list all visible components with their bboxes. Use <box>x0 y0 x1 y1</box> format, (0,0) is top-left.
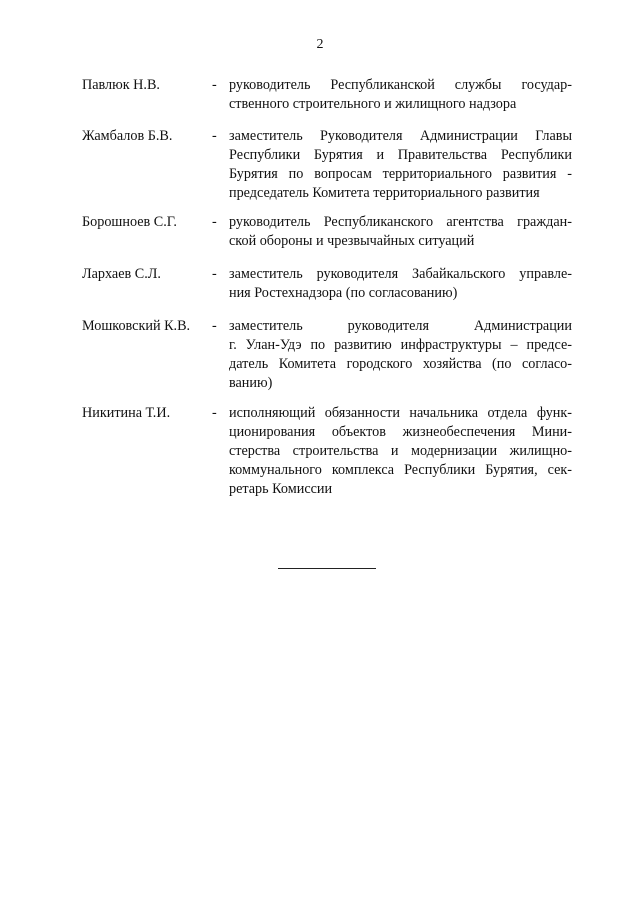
member-dash: - <box>212 77 217 93</box>
closing-divider <box>278 568 376 569</box>
member-name: Павлюк Н.В. <box>82 77 160 93</box>
member-role <box>229 265 572 303</box>
role-line: датель Комитета городского хозяйства (по согласо- <box>229 356 572 372</box>
member-dash: - <box>212 318 217 334</box>
member-role <box>229 404 572 499</box>
member-role <box>229 76 572 114</box>
member-dash: - <box>212 214 217 230</box>
member-name: Никитина Т.И. <box>82 405 171 421</box>
role-line: заместитель руководителя Забайкальского управле- <box>229 266 572 282</box>
role-line: заместитель Руководителя Администрации Главы <box>229 128 572 144</box>
role-line: ционирования объектов жизнеобеспечения Мини- <box>229 424 572 440</box>
role-line: Бурятия по вопросам территориального развития - <box>229 166 572 182</box>
role-line: ванию) <box>229 375 273 391</box>
member-dash: - <box>212 128 217 144</box>
page-number: 2 <box>316 37 324 52</box>
member-role <box>229 213 572 251</box>
role-line: стерства строительства и модернизации жилищно- <box>229 443 572 459</box>
member-name: Борошноев С.Г. <box>82 214 177 230</box>
role-line: руководитель Республиканской службы государ- <box>229 77 572 93</box>
role-line: ственного строительного и жилищного надзора <box>229 96 517 112</box>
member-dash: - <box>212 405 217 421</box>
role-line: исполняющий обязанности начальника отдела функ- <box>229 405 572 421</box>
member-role <box>229 317 572 393</box>
role-line: г. Улан-Удэ по развитию инфраструктуры – предсе- <box>229 337 572 353</box>
member-name: Мошковский К.В. <box>82 318 191 334</box>
role-line: председатель Комитета территориального развития <box>229 185 540 201</box>
role-line: заместитель руководителя Администрации <box>229 318 572 334</box>
role-line: коммунального комплекса Республики Бурятия, сек- <box>229 462 572 478</box>
role-line: руководитель Республиканского агентства граждан- <box>229 214 572 230</box>
role-line: ретарь Комиссии <box>229 481 333 497</box>
role-line: Республики Бурятия и Правительства Республики <box>229 147 572 163</box>
role-line: ской обороны и чрезвычайных ситуаций <box>229 233 475 249</box>
member-role <box>229 127 572 203</box>
member-dash: - <box>212 266 217 282</box>
role-line: ния Ростехнадзора (по согласованию) <box>229 285 458 301</box>
member-name: Жамбалов Б.В. <box>82 128 173 144</box>
member-name: Лархаев С.Л. <box>82 266 161 282</box>
